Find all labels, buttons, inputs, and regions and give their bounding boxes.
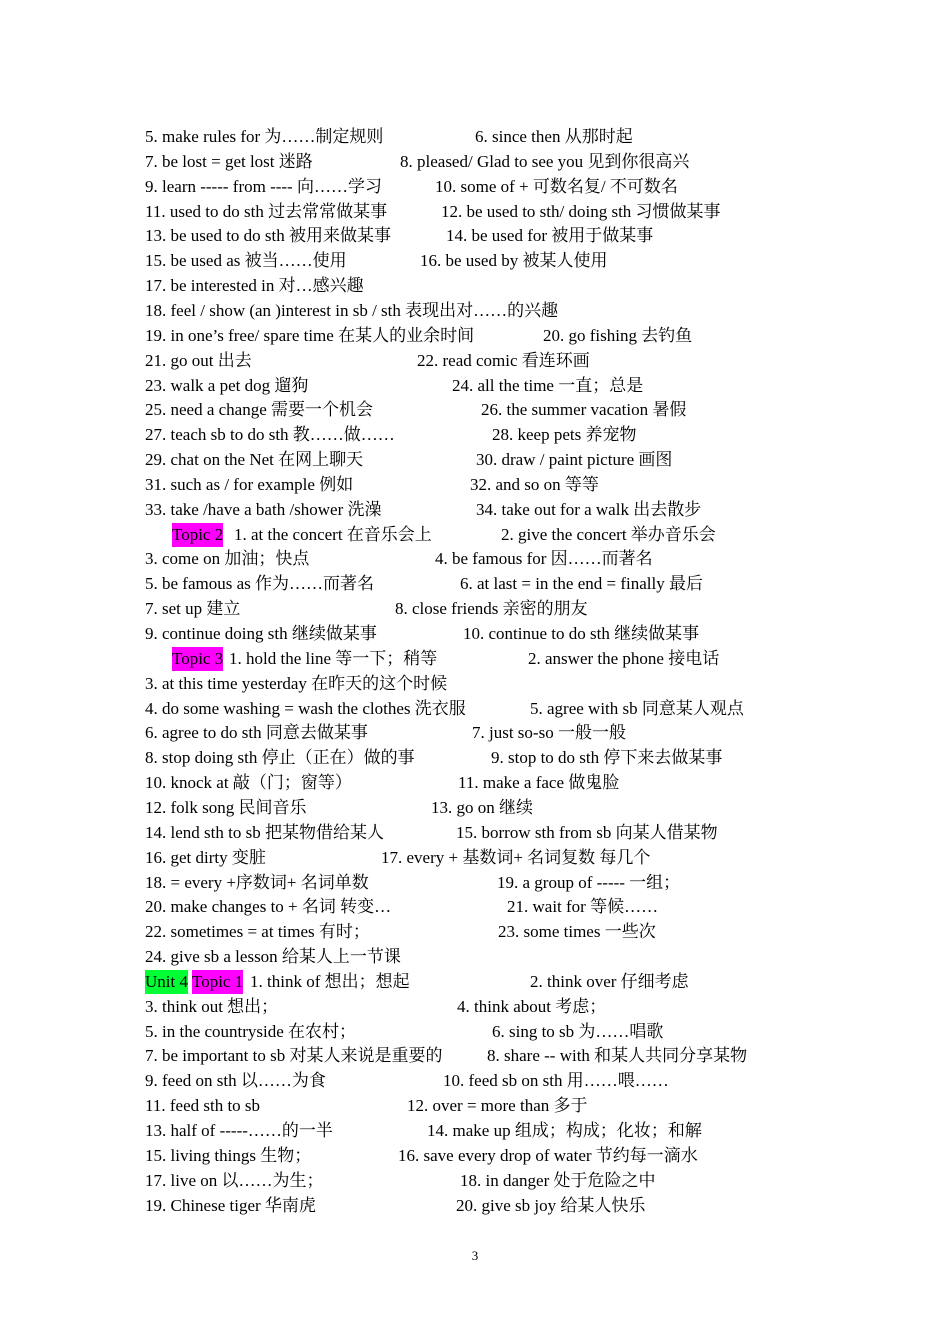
vocab-entry: 10. feed sb on sth 用……喂…… bbox=[443, 1071, 669, 1091]
vocab-entry: 16. get dirty 变脏 bbox=[145, 847, 266, 867]
vocab-entry: 2. answer the phone 接电话 bbox=[528, 648, 720, 668]
vocab-entry: 8. stop doing sth 停止（正在）做的事 bbox=[145, 748, 415, 768]
vocab-entry: 20. go fishing 去钓鱼 bbox=[543, 325, 693, 345]
vocab-entry: 27. teach sb to do sth 教……做…… bbox=[145, 425, 395, 445]
vocab-entry: 34. take out for a walk 出去散步 bbox=[476, 499, 702, 519]
vocab-entry: 2. think over 仔细考虑 bbox=[530, 971, 689, 991]
vocab-entry: 9. learn ----- from ---- 向……学习 bbox=[145, 176, 382, 196]
vocab-entry: 16. save every drop of water 节约每一滴水 bbox=[398, 1145, 698, 1165]
vocab-entry: 8. close friends 亲密的朋友 bbox=[395, 599, 588, 619]
vocab-entry: 15. borrow sth from sb 向某人借某物 bbox=[456, 822, 718, 842]
vocab-entry: 25. need a change 需要一个机会 bbox=[145, 400, 374, 420]
vocab-entry: 3. think out 想出； bbox=[145, 996, 279, 1016]
vocab-entry: 6. agree to do sth 同意去做某事 bbox=[145, 723, 368, 743]
section-heading: Topic 3 bbox=[172, 647, 223, 671]
vocab-entry: 18. = every +序数词+ 名词单数 bbox=[145, 872, 369, 892]
vocab-entry: 22. sometimes = at times 有时； bbox=[145, 922, 370, 942]
vocab-entry: 13. be used to do sth 被用来做某事 bbox=[145, 226, 392, 246]
section-heading: Topic 1 bbox=[192, 970, 243, 994]
vocab-entry: 23. some times 一些次 bbox=[498, 922, 656, 942]
vocab-entry: 18. feel / show (an )interest in sb / sth 表现出对……的兴趣 bbox=[145, 300, 559, 320]
vocab-entry: 28. keep pets 养宠物 bbox=[492, 425, 637, 445]
vocab-entry: 20. make changes to + 名词 转变… bbox=[145, 897, 392, 917]
vocab-entry: 19. Chinese tiger 华南虎 bbox=[145, 1195, 316, 1215]
vocab-entry: 19. a group of ----- 一组； bbox=[497, 872, 681, 892]
vocab-entry: 7. set up 建立 bbox=[145, 599, 241, 619]
vocab-entry: 8. pleased/ Glad to see you 见到你很高兴 bbox=[400, 151, 690, 171]
vocab-entry: 1. hold the line 等一下；稍等 bbox=[229, 648, 438, 668]
vocab-entry: 22. read comic 看连环画 bbox=[417, 350, 590, 370]
vocab-entry: 15. living things 生物； bbox=[145, 1145, 312, 1165]
vocab-entry: 1. think of 想出；想起 bbox=[250, 971, 410, 991]
vocab-entry: 30. draw / paint picture 画图 bbox=[476, 450, 673, 470]
vocab-entry: 7. just so-so 一般一般 bbox=[472, 723, 626, 743]
vocab-entry: 6. sing to sb 为……唱歌 bbox=[492, 1021, 664, 1041]
vocab-entry: 7. be important to sb 对某人来说是重要的 bbox=[145, 1046, 443, 1066]
vocab-entry: 33. take /have a bath /shower 洗澡 bbox=[145, 499, 382, 519]
vocab-entry: 24. give sb a lesson 给某人上一节课 bbox=[145, 947, 401, 967]
vocab-entry: 14. be used for 被用于做某事 bbox=[446, 226, 654, 246]
vocab-entry: 31. such as / for example 例如 bbox=[145, 474, 354, 494]
vocab-entry: 6. at last = in the end = finally 最后 bbox=[460, 574, 703, 594]
vocab-entry: 10. knock at 敲（门；窗等） bbox=[145, 773, 352, 793]
vocab-entry: 13. half of -----……的一半 bbox=[145, 1121, 333, 1140]
vocab-entry: 5. make rules for 为……制定规则 bbox=[145, 127, 384, 146]
vocab-entry: 4. do some washing = wash the clothes 洗衣服 bbox=[145, 698, 466, 718]
vocab-entry: 24. all the time 一直；总是 bbox=[452, 375, 644, 395]
vocab-entry: 9. continue doing sth 继续做某事 bbox=[145, 624, 377, 643]
vocab-entry: 17. every + 基数词+ 名词复数 每几个 bbox=[381, 847, 651, 867]
vocab-entry: 29. chat on the Net 在网上聊天 bbox=[145, 450, 364, 470]
vocab-entry: 17. be interested in 对…感兴趣 bbox=[145, 276, 364, 296]
vocab-entry: 5. in the countryside 在农村； bbox=[145, 1021, 357, 1041]
vocab-entry: 32. and so on 等等 bbox=[470, 474, 599, 494]
vocab-entry: 18. in danger 处于危险之中 bbox=[460, 1170, 656, 1190]
vocab-entry: 6. since then 从那时起 bbox=[475, 127, 633, 146]
vocab-entry: 11. make a face 做鬼脸 bbox=[458, 773, 620, 793]
vocab-entry: 17. live on 以……为生； bbox=[145, 1170, 324, 1190]
vocab-entry: 21. wait for 等候…… bbox=[507, 897, 659, 917]
vocab-entry: 5. be famous as 作为……而著名 bbox=[145, 574, 375, 594]
vocab-entry: 4. be famous for 因……而著名 bbox=[435, 549, 653, 569]
vocab-entry: 15. be used as 被当……使用 bbox=[145, 251, 347, 271]
vocab-entry: 21. go out 出去 bbox=[145, 350, 252, 370]
vocab-entry: 8. share -- with 和某人共同分享某物 bbox=[487, 1046, 748, 1066]
vocab-entry: 9. feed on sth 以……为食 bbox=[145, 1071, 326, 1091]
vocab-entry: 3. at this time yesterday 在昨天的这个时候 bbox=[145, 673, 448, 693]
vocab-entry: 4. think about 考虑； bbox=[457, 996, 607, 1016]
vocab-entry: 11. feed sth to sb bbox=[145, 1096, 261, 1116]
vocab-entry: 12. folk song 民间音乐 bbox=[145, 797, 307, 817]
vocab-entry: 13. go on 继续 bbox=[431, 797, 533, 817]
vocab-entry: 10. some of + 可数名复/ 不可数名 bbox=[435, 176, 678, 196]
vocab-entry: 3. come on 加油；快点 bbox=[145, 549, 310, 569]
page-number: 3 bbox=[471, 1248, 479, 1263]
vocab-entry: 14. make up 组成；构成；化妆；和解 bbox=[427, 1121, 702, 1140]
section-heading: Topic 2 bbox=[172, 523, 223, 547]
vocab-entry: 26. the summer vacation 暑假 bbox=[481, 400, 687, 420]
vocab-entry: 1. at the concert 在音乐会上 bbox=[234, 524, 432, 544]
vocab-entry: 16. be used by 被某人使用 bbox=[420, 251, 608, 271]
vocab-entry: 7. be lost = get lost 迷路 bbox=[145, 151, 313, 171]
section-heading: Unit 4 bbox=[145, 970, 188, 994]
vocab-entry: 10. continue to do sth 继续做某事 bbox=[463, 624, 700, 643]
vocab-entry: 9. stop to do sth 停下来去做某事 bbox=[491, 748, 723, 768]
vocab-entry: 19. in one’s free/ spare time 在某人的业余时间 bbox=[145, 325, 475, 345]
vocab-entry: 23. walk a pet dog 遛狗 bbox=[145, 375, 309, 395]
vocab-entry: 14. lend sth to sb 把某物借给某人 bbox=[145, 822, 384, 842]
vocab-entry: 20. give sb joy 给某人快乐 bbox=[456, 1195, 646, 1215]
vocab-entry: 5. agree with sb 同意某人观点 bbox=[530, 698, 744, 718]
vocab-entry: 12. be used to sth/ doing sth 习惯做某事 bbox=[441, 201, 721, 221]
vocab-entry: 11. used to do sth 过去常常做某事 bbox=[145, 201, 388, 221]
vocab-entry: 12. over = more than 多于 bbox=[407, 1096, 588, 1116]
vocab-entry: 2. give the concert 举办音乐会 bbox=[501, 524, 716, 544]
